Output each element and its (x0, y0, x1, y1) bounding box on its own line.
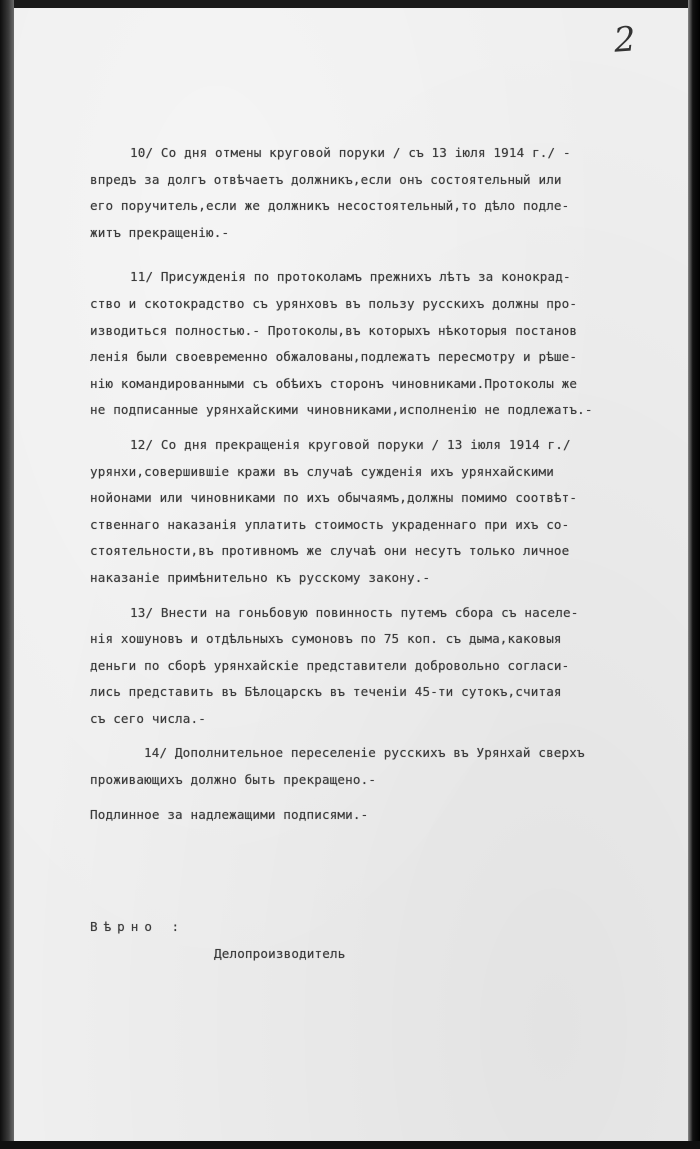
signatory-role: Делопроизводитель (214, 945, 346, 961)
text-line: нойонами или чиновниками по ихъ обычаямъ,должны помимо соотвѣт- (90, 490, 578, 506)
text-line: изводиться полностью.- Протоколы,въ которыхъ нѣкоторыя постанов (90, 322, 578, 338)
text-line: ственнаго наказанiя уплатить стоимость украденнаго при ихъ со- (90, 516, 570, 532)
certified-true-label: Вѣрно : (90, 919, 186, 935)
text-line: 14/ Дополнительное переселенiе русскихъ въ Урянхай сверхъ (144, 745, 585, 761)
typed-text-body (90, 140, 650, 967)
text-line: 10/ Со дня отмены круговой поруки / съ 13 iюля 1914 г./ - (130, 145, 571, 160)
paragraph-13 (90, 600, 650, 733)
scan-left-edge (0, 0, 14, 1149)
text-line: урянхи,совершившiе кражи въ случаѣ сужденiя ихъ урянхайскими (90, 463, 554, 479)
handwritten-page-number: 2 (612, 19, 638, 61)
text-line: проживающихъ должно быть прекращено.- (90, 772, 377, 788)
paragraph-11 (90, 264, 650, 424)
text-line: нiю командированными съ обѣихъ сторонъ чиновниками.Протоколы же (90, 375, 578, 391)
original-signatures-note: Подлинное за надлежащими подписями.- (90, 806, 369, 822)
text-line: его поручитель,если же должникъ несостоятельный,то дѣло подле- (90, 198, 570, 214)
scan-bottom-edge (0, 1141, 700, 1149)
text-line: 11/ Присужденiя по протоколамъ прежнихъ лѣтъ за конокрад- (130, 269, 571, 285)
text-line: съ сего числа.- (90, 710, 206, 726)
paragraph-14 (90, 740, 650, 793)
text-line: житъ прекращенiю.- (90, 224, 230, 240)
text-line: лись представить въ Бѣлоцарскъ въ теченiи 45-ти сутокъ,считая (90, 684, 562, 700)
paragraph-12 (90, 432, 650, 592)
text-line: 12/ Со дня прекращенiя круговой поруки / 13 iюля 1914 г./ (130, 436, 571, 452)
text-line: ленiя были своевременно обжалованы,подлежатъ пересмотру и рѣше- (90, 349, 578, 365)
text-line: стоятельности,въ противномъ же случаѣ они несутъ только личное (90, 543, 570, 559)
text-line: ство и скотокрадство съ урянховъ въ пользу русскихъ должны про- (90, 295, 578, 311)
text-line: впредъ за долгъ отвѣчаетъ должникъ,если онъ состоятельный или (90, 171, 562, 187)
paragraph-10 (90, 140, 650, 246)
text-line: наказанiе примѣнительно къ русскому закону.- (90, 569, 431, 585)
text-line: нiя хошуновъ и отдѣльныхъ сумоновъ по 75 коп. съ дыма,каковыя (90, 631, 562, 647)
text-line: не подписанные урянхайскими чиновниками,исполненiю не подлежатъ.- (90, 402, 593, 418)
text-line: деньги по сборѣ урянхайскiе представители добровольно согласи- (90, 657, 570, 673)
scan-right-edge (688, 0, 700, 1149)
text-line: 13/ Внести на гоньбовую повинность путемъ сбора съ населе- (130, 604, 579, 620)
